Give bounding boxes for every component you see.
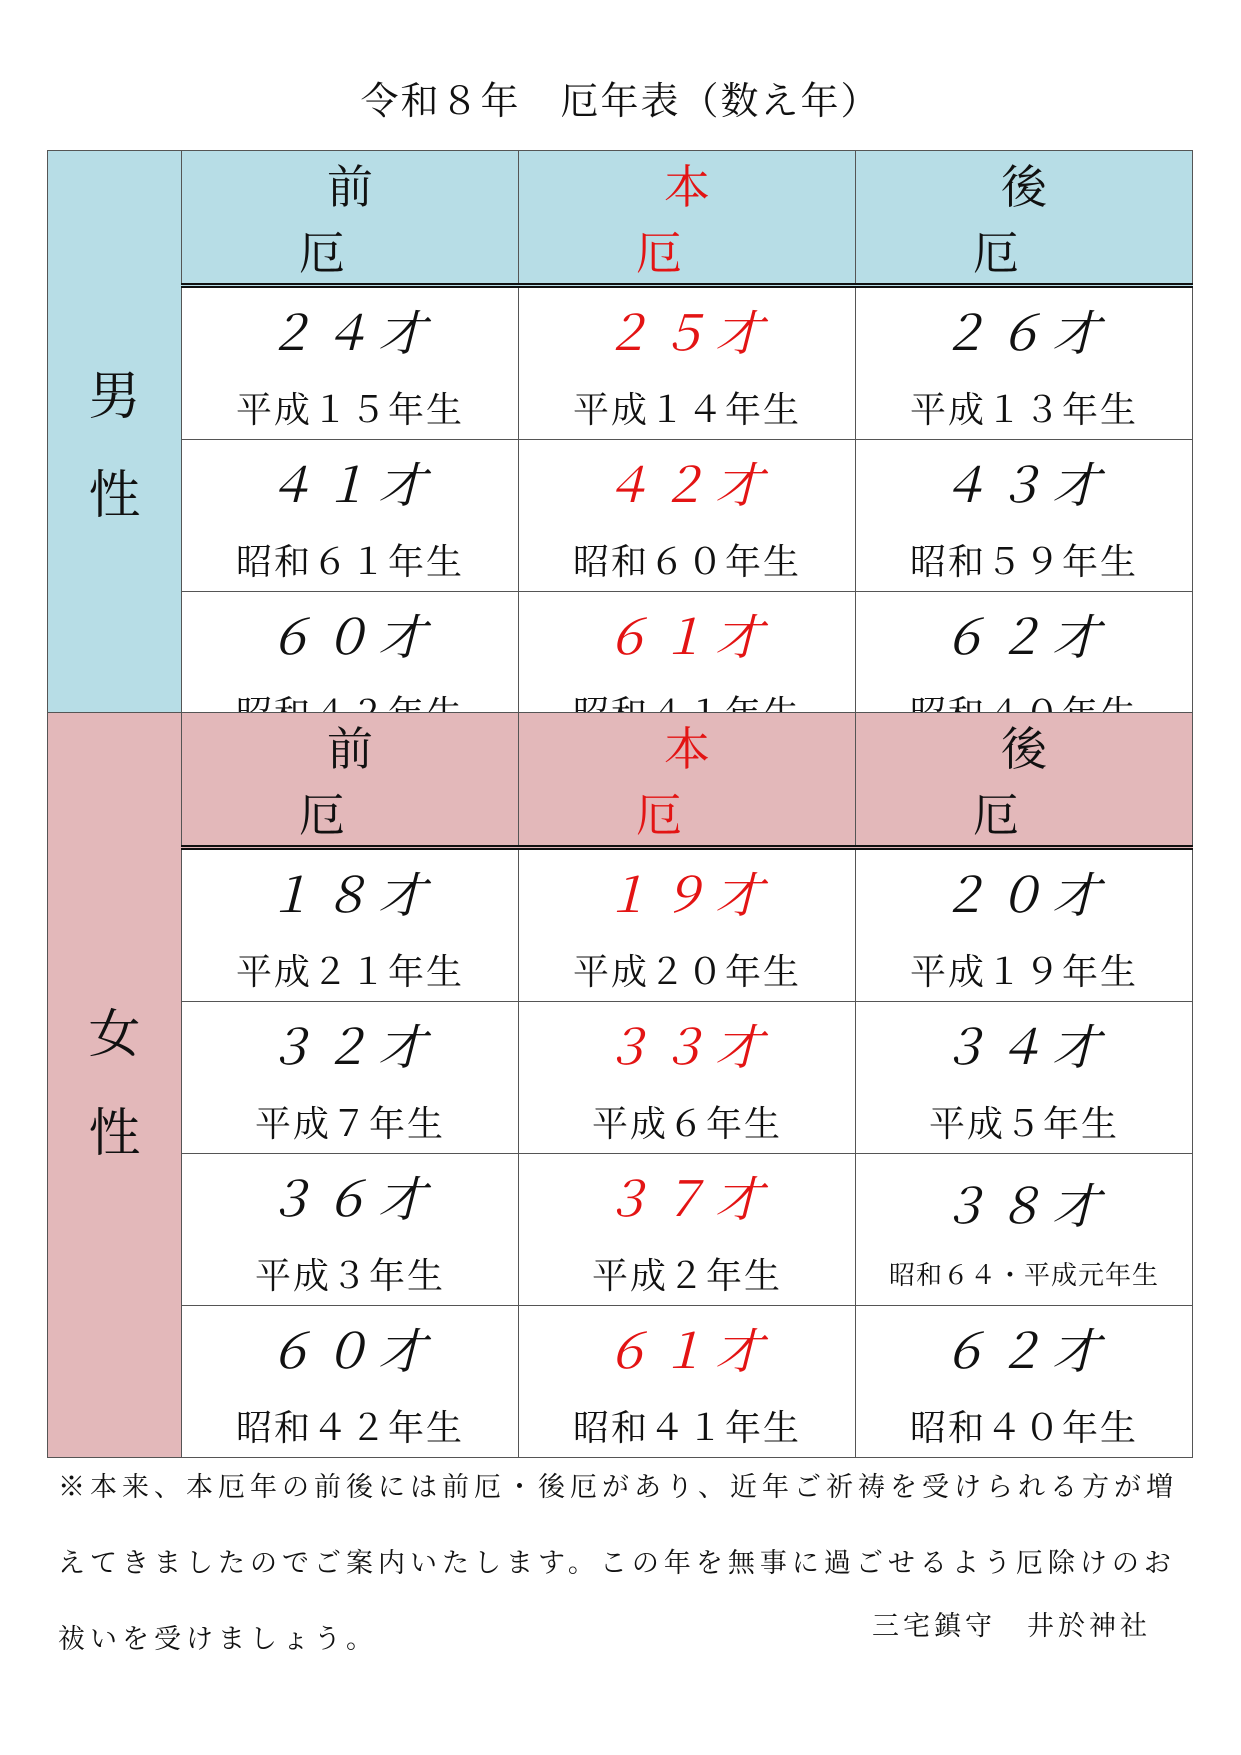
- page-title: 令和８年 厄年表（数え年）: [360, 79, 881, 123]
- table-cell: １８才 平成２１年生: [182, 848, 519, 1002]
- male-header-row: [48, 151, 1193, 286]
- header-atoyaku: 後 厄: [856, 713, 1193, 848]
- table-cell: ６２才: [856, 592, 1193, 744]
- header-honyaku: 本 厄: [519, 713, 856, 848]
- table-cell: ３８才 昭和６４・平成元年生: [856, 1154, 1193, 1306]
- table-cell: ６２才 昭和４０年生: [856, 1306, 1193, 1458]
- header-atoyaku: 後 厄: [856, 151, 1193, 286]
- table-row: [48, 848, 1193, 1002]
- table-cell: ３４才 平成５年生: [856, 1002, 1193, 1154]
- table-cell: ６０才 昭和４２年生: [182, 1306, 519, 1458]
- header-maeyaku: 前 厄: [182, 713, 519, 848]
- table-row: [48, 1154, 1193, 1306]
- table-cell: ６０才: [182, 592, 519, 744]
- table-cell: ３３才 平成６年生: [519, 1002, 856, 1154]
- table-cell: ２０才 平成１９年生: [856, 848, 1193, 1002]
- male-yakudoshi-table: [47, 150, 1205, 744]
- table-cell: ３２才 平成７年生: [182, 1002, 519, 1154]
- table-cell: ２６才 平成１３年生: [856, 286, 1193, 440]
- female-header-row: [48, 713, 1193, 848]
- table-cell: ４２才 昭和６０年生: [519, 440, 856, 592]
- male-gender-label: 男 性: [48, 151, 182, 744]
- table-cell: ４１才 昭和６１年生: [182, 440, 519, 592]
- female-yakudoshi-table: [47, 712, 1205, 1458]
- table-cell: ６１才 昭和４１年生: [519, 1306, 856, 1458]
- header-honyaku: 本 厄: [519, 151, 856, 286]
- table-cell: ６１才: [519, 592, 856, 744]
- table-row: [48, 1002, 1193, 1154]
- shrine-name: 三宅鎮守 井於神社: [872, 1611, 1151, 1642]
- table-cell: ３６才 平成３年生: [182, 1154, 519, 1306]
- table-cell: ２４才 平成１５年生: [182, 286, 519, 440]
- footnote: ※本来、本厄年の前後には前厄・後厄があり、近年ご祈祷を受けられる方が増えてきましたのでご案内いたします。この年を無事に過ごせるよう厄除けのお祓いを受けましょう。: [58, 1472, 1178, 1655]
- table-row: [48, 1306, 1193, 1458]
- table-cell: ２５才 平成１４年生: [519, 286, 856, 440]
- table-row: [48, 440, 1193, 592]
- table-cell: ４３才 昭和５９年生: [856, 440, 1193, 592]
- table-cell: ３７才 平成２年生: [519, 1154, 856, 1306]
- female-gender-label: 女 性: [48, 713, 182, 1458]
- table-cell: １９才 平成２０年生: [519, 848, 856, 1002]
- header-maeyaku: 前 厄: [182, 151, 519, 286]
- table-row: [48, 286, 1193, 440]
